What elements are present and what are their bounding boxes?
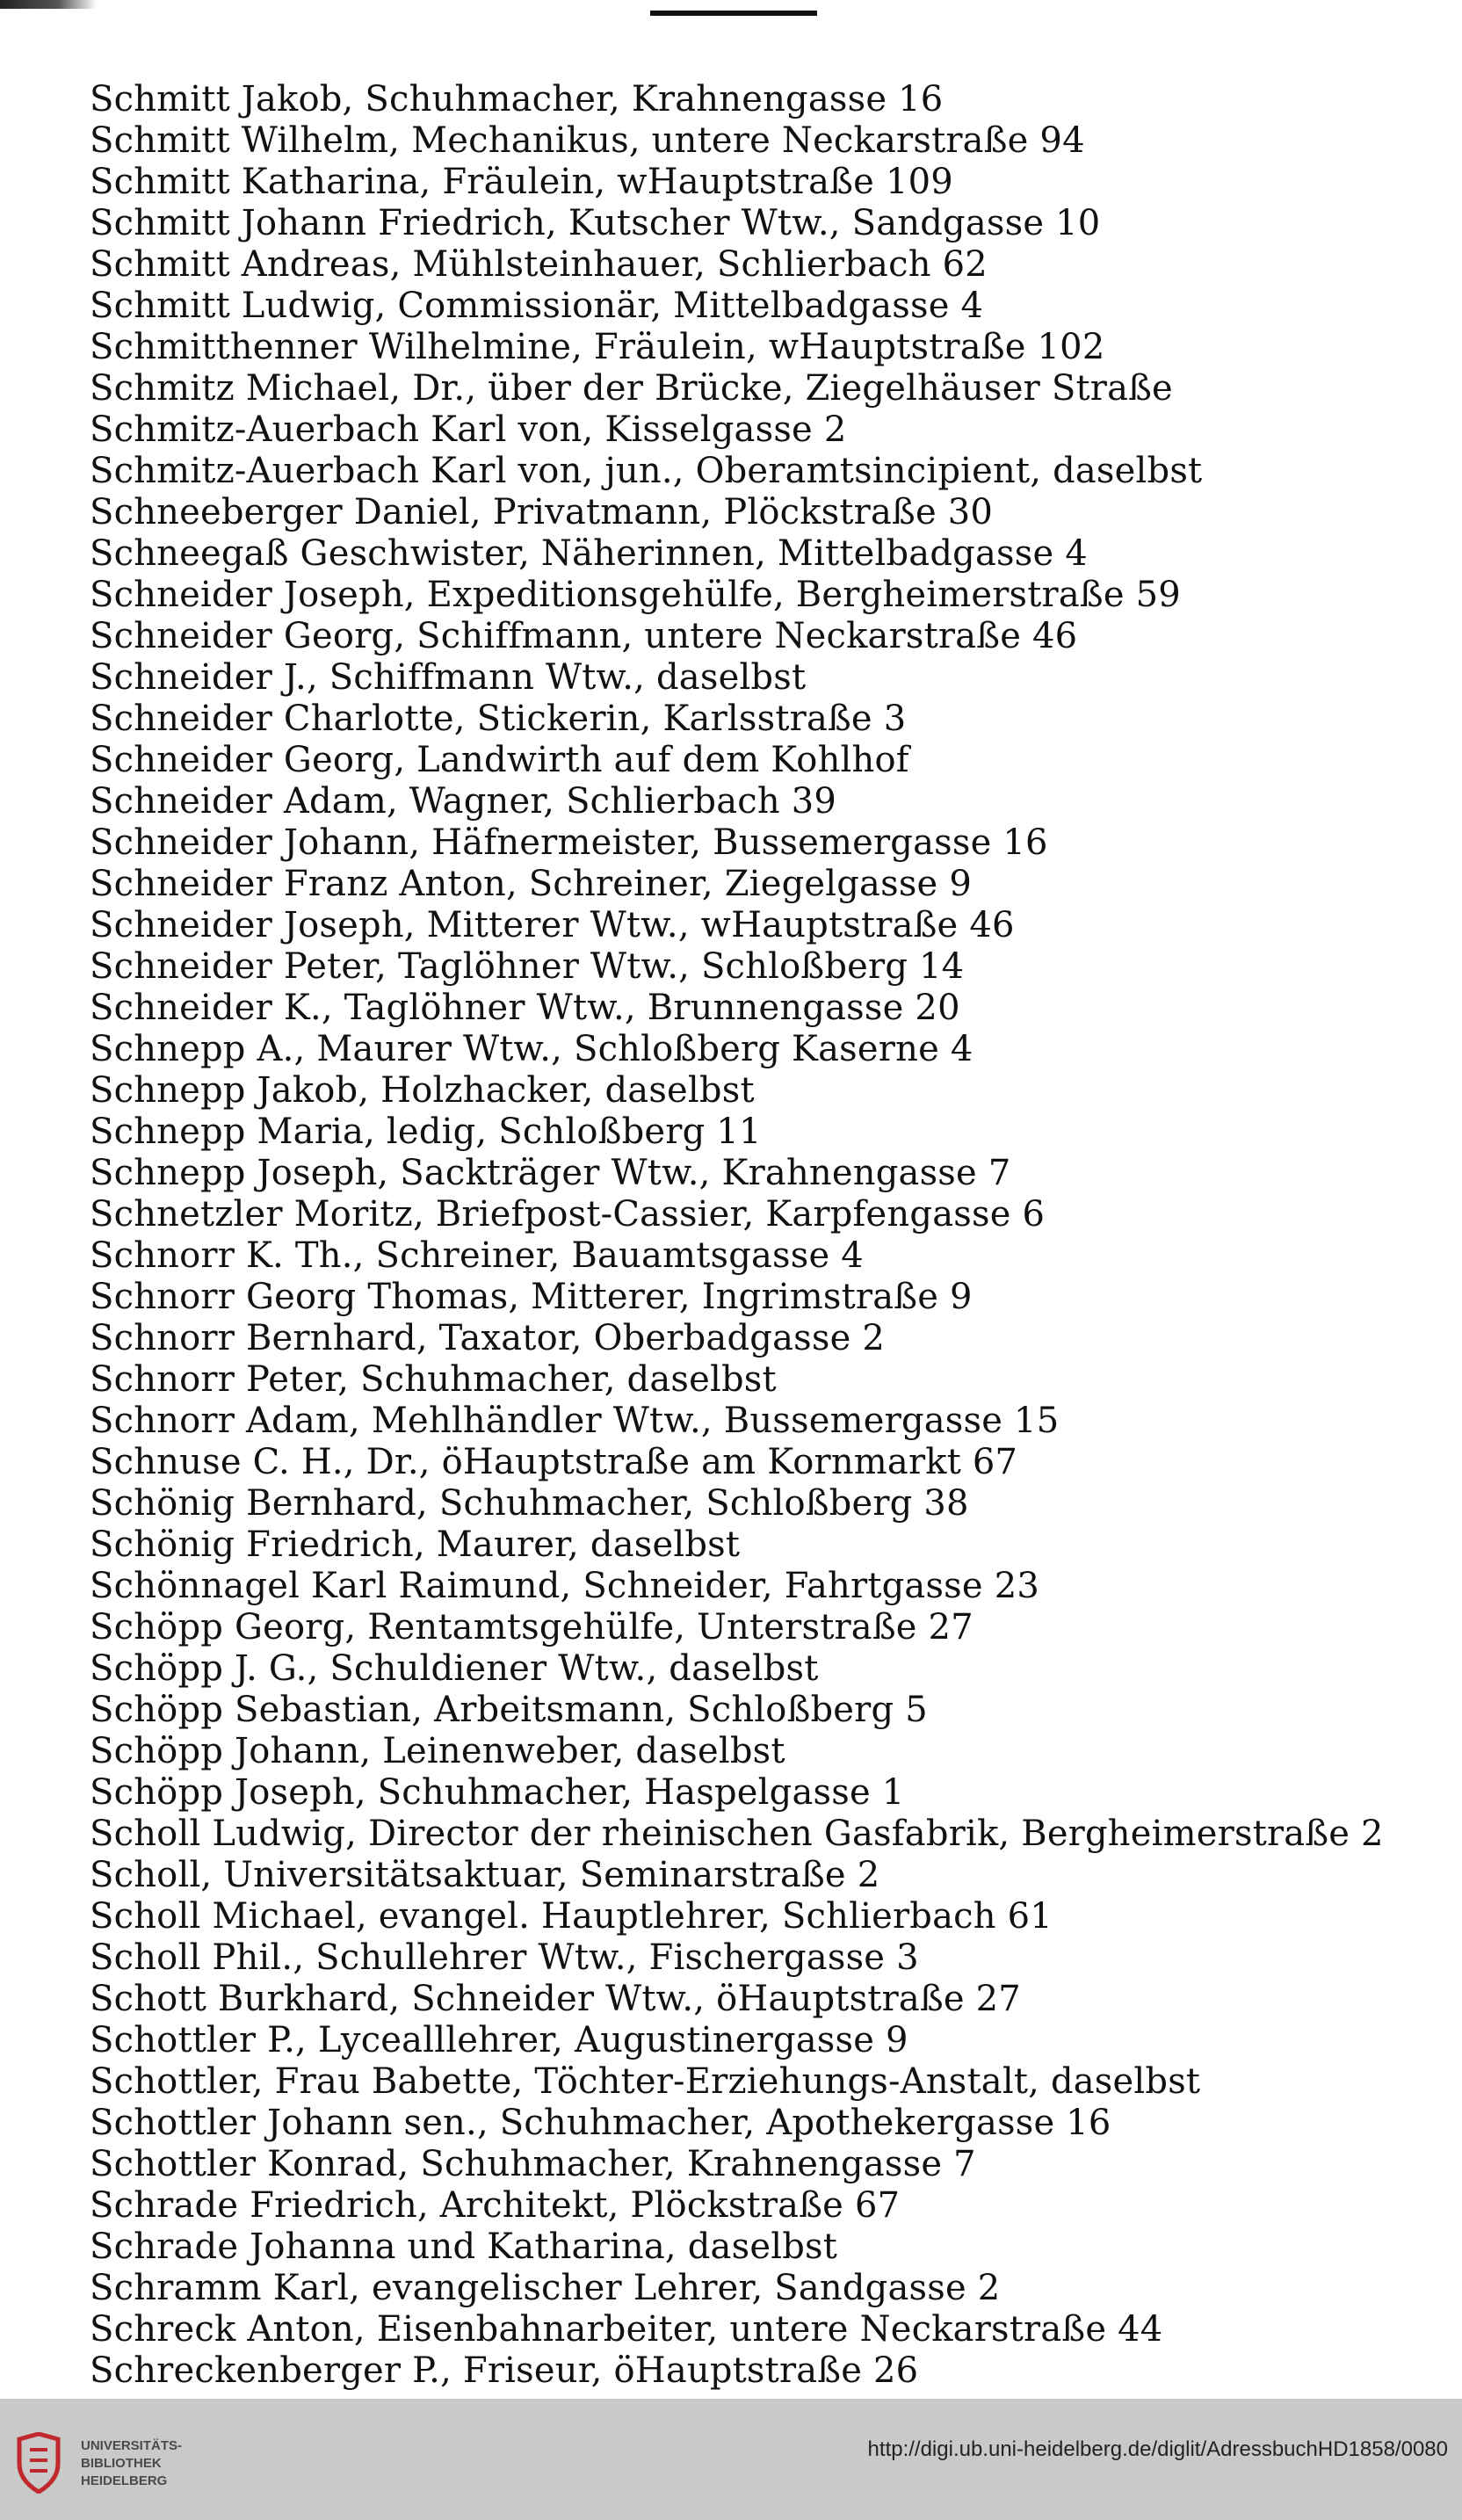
library-name-line2: BIBLIOTHEK [81,2456,162,2471]
directory-entry: Schneider Adam, Wagner, Schlierbach 39 [90,781,837,822]
header-rule [650,11,817,16]
directory-entry: Schneider J., Schiffmann Wtw., daselbst [90,657,807,698]
directory-entry: Schnetzler Moritz, Briefpost-Cassier, Karpfengasse 6 [90,1194,1046,1235]
directory-entry: Schreckenberger P., Friseur, öHauptstraße 26 [90,2350,919,2391]
directory-entry: Schmitt Katharina, Fräulein, wHauptstraße 109 [90,162,953,202]
directory-entry: Schreck Anton, Eisenbahnarbeiter, untere Neckarstraße 44 [90,2309,1163,2350]
directory-entry: Schottler P., Lycealllehrer, Augustinergasse 9 [90,2020,908,2060]
directory-entry: Schott Burkhard, Schneider Wtw., öHauptstraße 27 [90,1979,1021,2019]
directory-entry: Schmitt Wilhelm, Mechanikus, untere Neckarstraße 94 [90,120,1085,161]
directory-entry: Schöpp Sebastian, Arbeitsmann, Schloßberg 5 [90,1690,928,1730]
directory-entry: Schrade Friedrich, Architekt, Plöckstraße 67 [90,2185,901,2226]
library-name-line3: HEIDELBERG [81,2473,168,2488]
directory-entry: Schneider Peter, Taglöhner Wtw., Schloßberg 14 [90,946,965,987]
directory-entry: Schneider Georg, Schiffmann, untere Neckarstraße 46 [90,616,1078,656]
directory-entry: Schnorr Adam, Mehlhändler Wtw., Bussemergasse 15 [90,1401,1060,1441]
directory-entry: Schöpp Johann, Leinenweber, daselbst [90,1731,785,1771]
directory-entry: Schneider Franz Anton, Schreiner, Ziegelgasse 9 [90,864,972,904]
directory-entry: Schneeberger Daniel, Privatmann, Plöckstraße 30 [90,492,994,532]
directory-entry: Schnorr Bernhard, Taxator, Oberbadgasse 2 [90,1318,886,1358]
footer-bar [0,2399,1462,2520]
directory-entry: Schmitz-Auerbach Karl von, Kisselgasse 2 [90,409,847,450]
directory-entry: Schmitthenner Wilhelmine, Fräulein, wHauptstraße 102 [90,327,1105,367]
directory-entry: Schmitt Johann Friedrich, Kutscher Wtw., Sandgasse 10 [90,203,1101,243]
source-url[interactable]: http://digi.ub.uni-heidelberg.de/diglit/AdressbuchHD1858/0080 [867,2437,1448,2461]
directory-entry: Scholl Ludwig, Director der rheinischen Gasfabrik, Bergheimerstraße 2 [90,1814,1384,1854]
directory-entry: Schönig Friedrich, Maurer, daselbst [90,1524,741,1565]
directory-entry: Schneider Joseph, Expeditionsgehülfe, Bergheimerstraße 59 [90,575,1181,615]
directory-entry: Schnorr Peter, Schuhmacher, daselbst [90,1359,777,1400]
library-name-line1: UNIVERSITÄTS- [81,2438,183,2453]
directory-entry: Schöpp Georg, Rentamtsgehülfe, Unterstraße 27 [90,1607,973,1647]
directory-entry: Schnepp Jakob, Holzhacker, daselbst [90,1070,755,1111]
directory-entry: Schrade Johanna und Katharina, daselbst [90,2227,838,2267]
directory-entry: Schnepp Maria, ledig, Schloßberg 11 [90,1112,762,1152]
directory-entry: Schnorr K. Th., Schreiner, Bauamtsgasse 4 [90,1235,864,1276]
directory-entry: Schöpp J. G., Schuldiener Wtw., daselbst [90,1648,819,1689]
directory-entry: Schottler Johann sen., Schuhmacher, Apothekergasse 16 [90,2103,1111,2143]
directory-entry: Scholl, Universitätsaktuar, Seminarstraße 2 [90,1855,880,1895]
scan-edge-mark [0,0,97,9]
university-library-logo-icon [12,2432,65,2494]
directory-entry: Scholl Michael, evangel. Hauptlehrer, Schlierbach 61 [90,1896,1053,1937]
directory-entry: Schneider Johann, Häfnermeister, Bussemergasse 16 [90,822,1048,863]
address-directory [90,79,1384,2392]
directory-entry: Schneider Joseph, Mitterer Wtw., wHauptstraße 46 [90,905,1015,945]
directory-entry: Schnepp Joseph, Sackträger Wtw., Krahnengasse 7 [90,1153,1011,1193]
directory-entry: Schnuse C. H., Dr., öHauptstraße am Kornmarkt 67 [90,1442,1018,1482]
directory-entry: Schnepp A., Maurer Wtw., Schloßberg Kaserne 4 [90,1029,973,1069]
directory-entry: Schmitz Michael, Dr., über der Brücke, Ziegelhäuser Straße [90,368,1173,409]
directory-entry: Schneider K., Taglöhner Wtw., Brunnengasse 20 [90,988,960,1028]
directory-entry: Schneider Charlotte, Stickerin, Karlsstraße 3 [90,699,907,739]
directory-entry: Schneegaß Geschwister, Näherinnen, Mittelbadgasse 4 [90,533,1088,574]
directory-entry: Schöpp Joseph, Schuhmacher, Haspelgasse 1 [90,1772,905,1813]
directory-entry: Schneider Georg, Landwirth auf dem Kohlhof [90,740,909,780]
directory-entry: Schönnagel Karl Raimund, Schneider, Fahrtgasse 23 [90,1566,1039,1606]
directory-entry: Schmitz-Auerbach Karl von, jun., Oberamtsincipient, daselbst [90,451,1203,491]
library-name [81,2437,182,2490]
directory-entry: Schmitt Ludwig, Commissionär, Mittelbadgasse 4 [90,286,984,326]
directory-entry: Scholl Phil., Schullehrer Wtw., Fischergasse 3 [90,1937,919,1978]
directory-entry: Schottler Konrad, Schuhmacher, Krahnengasse 7 [90,2144,976,2184]
directory-entry: Schottler, Frau Babette, Töchter-Erziehungs-Anstalt, daselbst [90,2061,1201,2102]
directory-entry: Schmitt Jakob, Schuhmacher, Krahnengasse 16 [90,79,944,119]
directory-entry: Schönig Bernhard, Schuhmacher, Schloßberg 38 [90,1483,969,1524]
directory-entry: Schnorr Georg Thomas, Mitterer, Ingrimstraße 9 [90,1277,973,1317]
directory-entry: Schmitt Andreas, Mühlsteinhauer, Schlierbach 62 [90,244,988,285]
directory-entry: Schramm Karl, evangelischer Lehrer, Sandgasse 2 [90,2268,1001,2308]
